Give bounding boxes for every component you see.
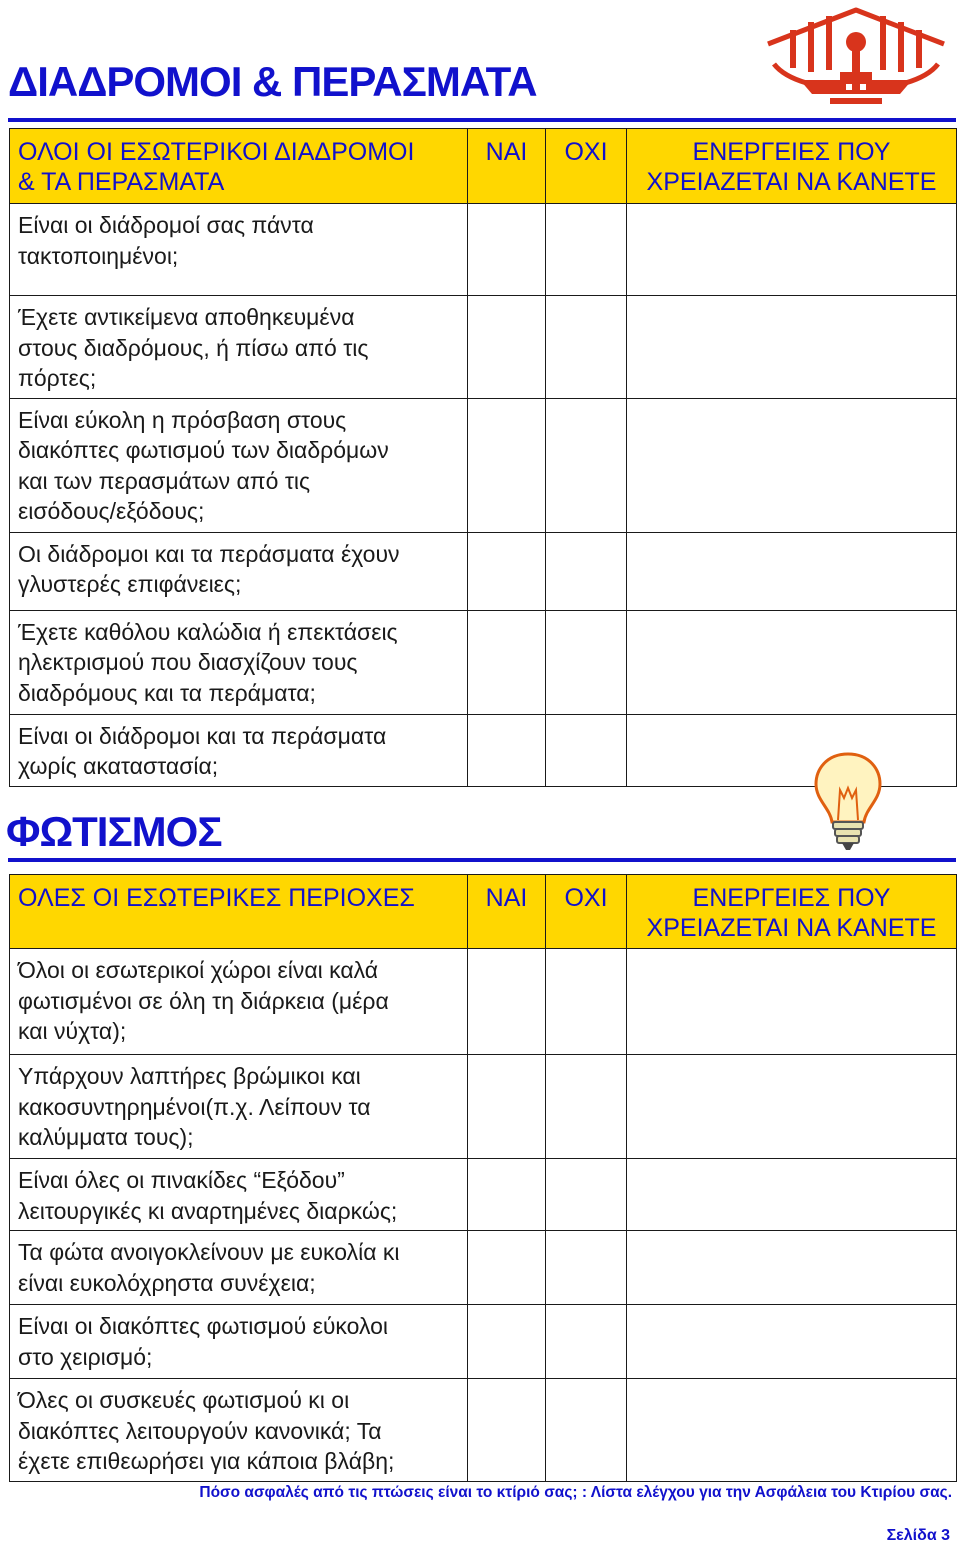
table-row: [10, 532, 957, 610]
yes-checkbox-cell[interactable]: [468, 204, 546, 296]
question-line: χωρίς ακαταστασία;: [18, 753, 219, 779]
yes-checkbox-cell[interactable]: [468, 296, 546, 399]
question-line: είναι ευκολόχρηστα συνέχεια;: [18, 1269, 316, 1296]
no-checkbox-cell[interactable]: [546, 1159, 627, 1231]
question-line: και των περασμάτων από τις: [18, 467, 311, 494]
light-bulb-icon: [808, 750, 888, 854]
table-row: [10, 949, 957, 1055]
question-line: κακοσυντηρημένοι(π.χ. Λείπουν τα: [18, 1093, 371, 1120]
header-no: ΟΧΙ: [546, 875, 627, 949]
header-actions: [627, 875, 957, 949]
table-header-row: [10, 129, 957, 204]
actions-input-cell[interactable]: [627, 1305, 957, 1379]
question-line: λειτουργικές κι αναρτημένες διαρκώς;: [18, 1197, 398, 1224]
yes-checkbox-cell[interactable]: [468, 532, 546, 610]
yes-checkbox-cell[interactable]: [468, 1231, 546, 1305]
actions-input-cell[interactable]: [627, 398, 957, 532]
no-checkbox-cell[interactable]: [546, 714, 627, 786]
question-line: Υπάρχουν λαπτήρες βρώμικοι και: [18, 1063, 361, 1089]
question-line: Έχετε καθόλου καλώδια ή επεκτάσεις: [18, 618, 398, 645]
municipal-logo-icon: [760, 2, 952, 114]
question-line: Είναι οι διάδρομοι και τα περάσματα: [18, 722, 387, 749]
table-row: [10, 398, 957, 532]
no-checkbox-cell[interactable]: [546, 949, 627, 1055]
question-line: Όλοι οι εσωτερικοί χώροι είναι καλά: [18, 957, 379, 983]
actions-input-cell[interactable]: [627, 532, 957, 610]
actions-input-cell[interactable]: [627, 296, 957, 399]
question-cell: [10, 610, 468, 714]
header-actions-line: ΧΡΕΙΑΖΕΤΑΙ ΝΑ ΚΑΝΕΤΕ: [646, 168, 937, 196]
title-divider: [8, 858, 956, 862]
question-line: εισόδους/εξόδους;: [18, 498, 205, 524]
question-line: και νύχτα);: [18, 1018, 127, 1044]
table-row: [10, 1159, 957, 1231]
header-actions-line: ΕΝΕΡΓΕΙΕΣ ΠΟΥ: [692, 138, 891, 166]
question-line: τακτοποιημένοι;: [18, 242, 179, 269]
question-cell: [10, 398, 468, 532]
yes-checkbox-cell[interactable]: [468, 1305, 546, 1379]
title-divider: [8, 118, 956, 122]
no-checkbox-cell[interactable]: [546, 204, 627, 296]
question-line: διακόπτες λειτουργούν κανονικά; Τα: [18, 1417, 382, 1444]
actions-input-cell[interactable]: [627, 1231, 957, 1305]
question-line: Όλες οι συσκευές φωτισμού κι οι: [18, 1387, 350, 1413]
question-line: έχετε επιθεωρήσει για κάποια βλάβη;: [18, 1448, 395, 1474]
actions-input-cell[interactable]: [627, 1159, 957, 1231]
question-line: Είναι οι διάδρομοί σας πάντα: [18, 212, 314, 238]
question-line: Τα φώτα ανοιγοκλείνουν με ευκολία κι: [18, 1239, 400, 1265]
header-question-line: ΟΛΟΙ ΟΙ ΕΣΩΤΕΡΙΚΟΙ ΔΙΑΔΡΟΜΟΙ: [18, 138, 415, 166]
actions-input-cell[interactable]: [627, 610, 957, 714]
page-number: Σελίδα 3: [886, 1527, 950, 1544]
yes-checkbox-cell[interactable]: [468, 610, 546, 714]
no-checkbox-cell[interactable]: [546, 532, 627, 610]
question-cell: [10, 532, 468, 610]
header-no: ΟΧΙ: [546, 129, 627, 204]
table-row: [10, 1055, 957, 1159]
yes-checkbox-cell[interactable]: [468, 1055, 546, 1159]
question-line: στο χειρισμό;: [18, 1343, 153, 1370]
header-question-line: & ΤΑ ΠΕΡΑΣΜΑΤΑ: [18, 168, 225, 196]
header-actions-line: ΕΝΕΡΓΕΙΕΣ ΠΟΥ: [692, 884, 891, 912]
no-checkbox-cell[interactable]: [546, 1305, 627, 1379]
no-checkbox-cell[interactable]: [546, 1055, 627, 1159]
question-line: Έχετε αντικείμενα αποθηκευμένα: [18, 304, 355, 330]
question-cell: [10, 714, 468, 786]
no-checkbox-cell[interactable]: [546, 296, 627, 399]
header-yes: ΝΑΙ: [468, 875, 546, 949]
question-cell: [10, 949, 468, 1055]
question-line: ηλεκτρισμού που διασχίζουν τους: [18, 649, 358, 675]
question-cell: [10, 296, 468, 399]
question-cell: [10, 204, 468, 296]
table-row: [10, 1305, 957, 1379]
actions-input-cell[interactable]: [627, 714, 957, 786]
question-cell: [10, 1159, 468, 1231]
header-question: [10, 129, 468, 204]
actions-input-cell[interactable]: [627, 1055, 957, 1159]
table-row: [10, 1379, 957, 1482]
no-checkbox-cell[interactable]: [546, 1379, 627, 1482]
no-checkbox-cell[interactable]: [546, 1231, 627, 1305]
question-line: Είναι εύκολη η πρόσβαση στους: [18, 406, 347, 433]
actions-input-cell[interactable]: [627, 1379, 957, 1482]
header-actions-line: ΧΡΕΙΑΖΕΤΑΙ ΝΑ ΚΑΝΕΤΕ: [646, 914, 937, 942]
question-line: Οι διάδρομοι και τα περάσματα έχουν: [18, 540, 400, 567]
yes-checkbox-cell[interactable]: [468, 398, 546, 532]
question-line: γλυστερές επιφάνειες;: [18, 571, 242, 597]
table-row: [10, 1231, 957, 1305]
question-line: καλύμματα τους);: [18, 1124, 194, 1150]
table-row: [10, 204, 957, 296]
question-line: φωτισμένοι σε όλη τη διάρκεια (μέρα: [18, 987, 389, 1014]
table-row: [10, 610, 957, 714]
no-checkbox-cell[interactable]: [546, 398, 627, 532]
header-actions: [627, 129, 957, 204]
yes-checkbox-cell[interactable]: [468, 949, 546, 1055]
question-cell: [10, 1055, 468, 1159]
corridors-checklist-table: [9, 128, 957, 787]
question-line: στους διαδρόμους, ή πίσω από τις: [18, 334, 369, 361]
actions-input-cell[interactable]: [627, 949, 957, 1055]
question-line: Είναι όλες οι πινακίδες “Εξόδου”: [18, 1167, 345, 1193]
question-line: διακόπτες φωτισμού των διαδρόμων: [18, 437, 389, 463]
header-yes: ΝΑΙ: [468, 129, 546, 204]
header-question: [10, 875, 468, 949]
no-checkbox-cell[interactable]: [546, 610, 627, 714]
table-row: [10, 296, 957, 399]
question-line: πόρτες;: [18, 365, 97, 391]
section-title-corridors: ΔΙΑΔΡΟΜΟΙ & ΠΕΡΑΣΜΑΤΑ: [8, 58, 537, 105]
question-line: Είναι οι διακόπτες φωτισμού εύκολοι: [18, 1313, 389, 1339]
table-header-row: [10, 875, 957, 949]
question-cell: [10, 1379, 468, 1482]
yes-checkbox-cell[interactable]: [468, 1159, 546, 1231]
lighting-checklist-table: [9, 874, 957, 1482]
actions-input-cell[interactable]: [627, 204, 957, 296]
question-cell: [10, 1231, 468, 1305]
page-footer: Πόσο ασφαλές από τις πτώσεις είναι το κτίριό σας; : Λίστα ελέγχου για την Ασφάλεια του Κτιρίου σας.: [199, 1484, 952, 1501]
yes-checkbox-cell[interactable]: [468, 714, 546, 786]
question-cell: [10, 1305, 468, 1379]
question-line: διαδρόμους και τα περάματα;: [18, 679, 316, 706]
header-question-line: ΟΛΕΣ ΟΙ ΕΣΩΤΕΡΙΚΕΣ ΠΕΡΙΟΧΕΣ: [18, 884, 415, 912]
section-title-lighting: ΦΩΤΙΣΜΟΣ: [6, 808, 222, 855]
yes-checkbox-cell[interactable]: [468, 1379, 546, 1482]
